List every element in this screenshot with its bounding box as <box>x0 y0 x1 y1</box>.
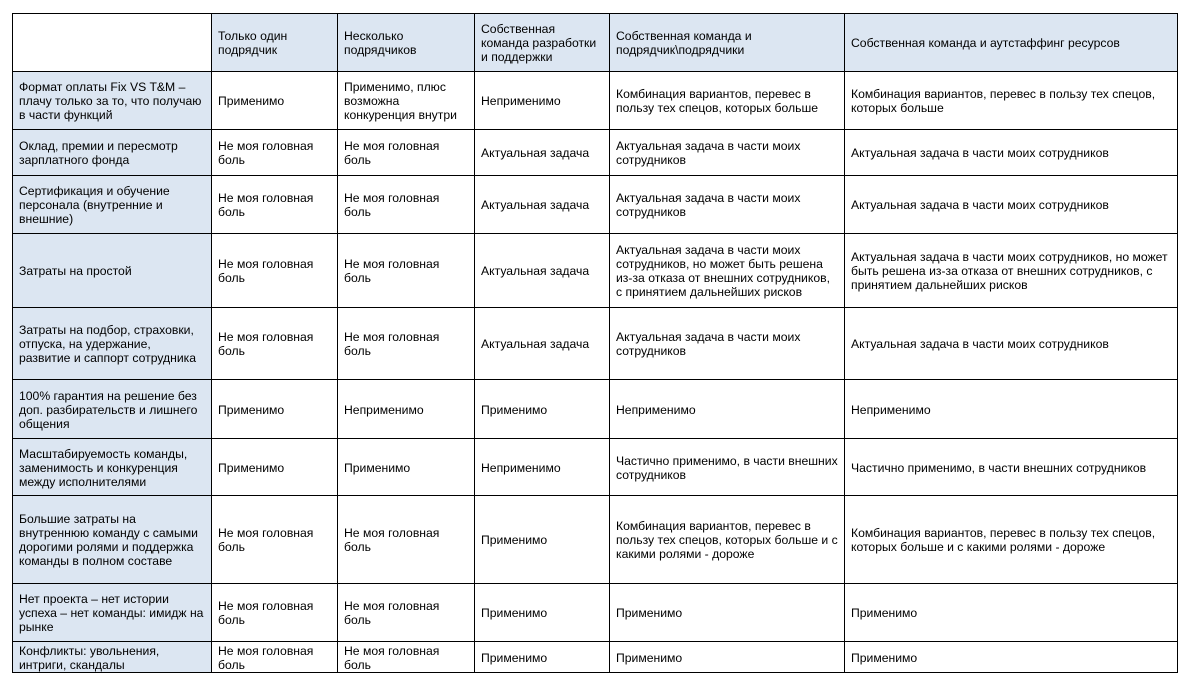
table-cell: Актуальная задача в части моих сотрудников <box>610 130 845 176</box>
table-cell: Комбинация вариантов, перевес в пользу тех спецов, которых больше <box>845 72 1178 130</box>
table-cell: Применимо, плюс возможна конкуренция внутри <box>338 72 475 130</box>
table-row <box>13 584 1178 642</box>
row-criterion: Оклад, премии и пересмотр зарплатного фонда <box>13 130 212 176</box>
table-cell: Применимо <box>845 642 1178 673</box>
table-cell: Не моя головная боль <box>338 234 475 308</box>
table-row <box>13 439 1178 496</box>
table-cell: Комбинация вариантов, перевес в пользу тех спецов, которых больше и с какими ролями - дороже <box>845 496 1178 584</box>
table-row <box>13 176 1178 234</box>
table-cell: Не моя головная боль <box>212 496 338 584</box>
table-cell: Не моя головная боль <box>338 176 475 234</box>
table-cell: Актуальная задача в части моих сотрудников, но может быть решена из-за отказа от внешних сотрудников, с принятием дальнейших рисков <box>845 234 1178 308</box>
table-cell: Применимо <box>212 439 338 496</box>
table-cell: Неприменимо <box>338 380 475 439</box>
header-corner-cell <box>13 14 212 72</box>
table-cell: Не моя головная боль <box>212 308 338 380</box>
row-criterion: Конфликты: увольнения, интриги, скандалы <box>13 642 212 673</box>
column-header: Собственная команда и подрядчик\подрядчики <box>610 14 845 72</box>
row-criterion: Масштабируемость команды, заменимость и конкуренция между исполнителями <box>13 439 212 496</box>
table-header-row <box>13 14 1178 72</box>
table-cell: Актуальная задача <box>475 308 610 380</box>
table-cell: Не моя головная боль <box>212 176 338 234</box>
table-cell: Не моя головная боль <box>338 130 475 176</box>
table-cell: Комбинация вариантов, перевес в пользу тех спецов, которых больше и с какими ролями - дороже <box>610 496 845 584</box>
table-cell: Применимо <box>610 584 845 642</box>
table-row <box>13 496 1178 584</box>
table-cell: Не моя головная боль <box>338 584 475 642</box>
column-header: Только один подрядчик <box>212 14 338 72</box>
row-criterion: Затраты на подбор, страховки, отпуска, на удержание, развитие и саппорт сотрудника <box>13 308 212 380</box>
table-row <box>13 72 1178 130</box>
table-cell: Не моя головная боль <box>338 308 475 380</box>
column-header: Собственная команда и аутстаффинг ресурсов <box>845 14 1178 72</box>
table-cell: Неприменимо <box>475 439 610 496</box>
table-cell: Не моя головная боль <box>212 584 338 642</box>
table-row <box>13 642 1178 673</box>
table-cell: Актуальная задача <box>475 234 610 308</box>
table-cell: Применимо <box>475 584 610 642</box>
table-cell: Комбинация вариантов, перевес в пользу тех спецов, которых больше <box>610 72 845 130</box>
table-cell: Применимо <box>475 380 610 439</box>
table-cell: Актуальная задача в части моих сотрудников <box>845 308 1178 380</box>
row-criterion: Нет проекта – нет истории успеха – нет команды: имидж на рынке <box>13 584 212 642</box>
table-cell: Актуальная задача в части моих сотрудников <box>845 130 1178 176</box>
comparison-table <box>12 13 1178 673</box>
table-cell: Частично применимо, в части внешних сотрудников <box>845 439 1178 496</box>
table-cell: Неприменимо <box>475 72 610 130</box>
row-criterion: Сертификация и обучение персонала (внутренние и внешние) <box>13 176 212 234</box>
table-cell: Не моя головная боль <box>212 234 338 308</box>
table-row <box>13 234 1178 308</box>
table-cell: Применимо <box>338 439 475 496</box>
table-cell: Не моя головная боль <box>212 130 338 176</box>
table-cell: Актуальная задача в части моих сотрудников <box>845 176 1178 234</box>
table-cell: Актуальная задача в части моих сотрудников, но может быть решена из-за отказа от внешних сотрудников, с принятием дальнейших рисков <box>610 234 845 308</box>
table-cell: Неприменимо <box>845 380 1178 439</box>
table-cell: Не моя головная боль <box>338 496 475 584</box>
table-cell: Применимо <box>212 72 338 130</box>
table-cell: Частично применимо, в части внешних сотрудников <box>610 439 845 496</box>
table-cell: Не моя головная боль <box>338 642 475 673</box>
row-criterion: Формат оплаты Fix VS T&M – плачу только за то, что получаю в части функций <box>13 72 212 130</box>
column-header: Собственная команда разработки и поддержки <box>475 14 610 72</box>
table-cell: Применимо <box>475 496 610 584</box>
column-header: Несколько подрядчиков <box>338 14 475 72</box>
table-row <box>13 308 1178 380</box>
row-criterion: Затраты на простой <box>13 234 212 308</box>
table-cell: Применимо <box>610 642 845 673</box>
row-criterion: Большие затраты на внутреннюю команду с самыми дорогими ролями и поддержка команды в полном составе <box>13 496 212 584</box>
table-cell: Неприменимо <box>610 380 845 439</box>
table-row <box>13 130 1178 176</box>
row-criterion: 100% гарантия на решение без доп. разбирательств и лишнего общения <box>13 380 212 439</box>
table-cell: Актуальная задача в части моих сотрудников <box>610 176 845 234</box>
table-cell: Актуальная задача в части моих сотрудников <box>610 308 845 380</box>
table-row <box>13 380 1178 439</box>
table-cell: Применимо <box>475 642 610 673</box>
table-cell: Актуальная задача <box>475 130 610 176</box>
table-cell: Актуальная задача <box>475 176 610 234</box>
table-cell: Не моя головная боль <box>212 642 338 673</box>
table-cell: Применимо <box>845 584 1178 642</box>
table-cell: Применимо <box>212 380 338 439</box>
